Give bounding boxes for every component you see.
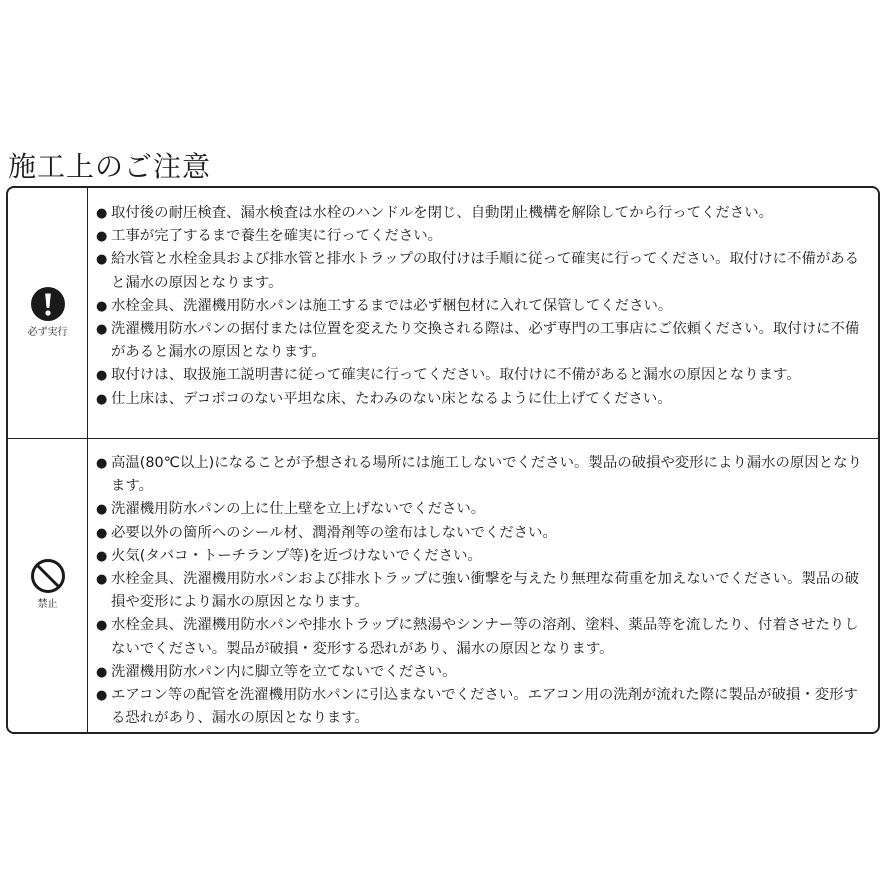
bullet: ● [96, 664, 108, 680]
bullet: ● [96, 229, 108, 245]
item-text: 高温(80℃以上)になることが予想される場所には施工しないでください。製品の破損や変形により漏水の原因となります。 [111, 455, 862, 495]
bullet: ● [96, 456, 108, 471]
item-text: 水栓金具、洗濯機用防水パンは施工するまでは必ず梱包材に入れて保管してください。 [111, 297, 673, 314]
item-text: 給水管と水栓金具および排水管と排水トラップの取付けは手順に従って確実に行ってください。取付けに不備があると漏水の原因となります。 [111, 251, 860, 291]
bullet: ● [96, 548, 108, 564]
list-item [96, 684, 878, 730]
item-text: 洗濯機用防水パンの据付または位置を変えたり交換される際は、必ず専門の工事店にご依頼ください。取付けに不備があると漏水の原因となります。 [111, 321, 860, 361]
item-text: 洗濯機用防水パンの上に仕上壁を立上げないでください。 [111, 501, 486, 518]
prohibited-section [8, 438, 878, 732]
list-item [96, 202, 878, 225]
bullet: ● [96, 688, 108, 704]
bullet: ● [96, 298, 108, 314]
bullet: ● [96, 618, 108, 634]
item-text: 取付けは、取扱施工説明書に従って確実に行ってください。取付けに不備があると漏水の原因となります。 [111, 367, 801, 384]
list-item [96, 295, 878, 318]
page-title: 施工上のご注意 [8, 150, 212, 183]
item-text: 取付後の耐圧検査、漏水検査は水栓のハンドルを閉じ、自動閉止機構を解除してから行ってください。 [111, 205, 773, 221]
mandatory-section [8, 188, 878, 439]
item-text: エアコン等の配管を洗濯機用防水パンに引込まないでください。エアコン用の洗剤が流れた際に製品が破損・変形する恐れがあり、漏水の原因となります。 [111, 687, 858, 727]
list-item [96, 452, 878, 498]
mandatory-icon-cell [8, 188, 88, 438]
item-text: 水栓金具、洗濯機用防水パンや排水トラップに熱湯やシンナー等の溶剤、塗料、薬品等を流したり、付着させたりしないでください。製品が破損・変形する恐れがあり、漏水の原因となります。 [111, 617, 859, 657]
notice-box [6, 186, 880, 734]
bullet: ● [96, 206, 108, 221]
list-item [96, 498, 878, 521]
item-text: 火気(タバコ・トーチランプ等)を近づけないでください。 [111, 547, 482, 564]
list-item [96, 318, 878, 364]
exclamation-circle-icon [30, 286, 66, 322]
bullet: ● [96, 252, 108, 268]
list-item [96, 545, 878, 568]
prohibition-icon [30, 558, 66, 594]
bullet: ● [96, 322, 108, 338]
list-item [96, 225, 878, 248]
list-item [96, 364, 878, 387]
item-text: 水栓金具、洗濯機用防水パンおよび排水トラップに強い衝撃を与えたり無理な荷重を加えないでください。製品の破損や変形により漏水の原因となります。 [111, 571, 860, 611]
item-text: 工事が完了するまで養生を確実に行ってください。 [111, 228, 442, 245]
list-item [96, 522, 878, 545]
list-item [96, 661, 878, 684]
list-item [96, 614, 878, 660]
prohibited-icon-cell [8, 438, 88, 732]
list-item [96, 388, 878, 411]
mandatory-items [88, 188, 878, 438]
bullet: ● [96, 525, 108, 541]
list-item [96, 248, 878, 294]
bullet: ● [96, 572, 108, 588]
prohibited-label: 禁止 [37, 599, 58, 610]
mandatory-label: 必ず実行 [27, 327, 68, 338]
item-text: 仕上床は、デコボコのない平坦な床、たわみのない床となるように仕上げてください。 [111, 390, 672, 407]
list-item [96, 568, 878, 614]
bullet: ● [96, 391, 108, 407]
item-text: 洗濯機用防水パン内に脚立等を立てないでください。 [111, 663, 457, 680]
bullet: ● [96, 502, 108, 518]
bullet: ● [96, 368, 108, 384]
item-text: 必要以外の箇所へのシール材、潤滑剤等の塗布はしないでください。 [111, 524, 557, 541]
prohibited-items [88, 438, 878, 732]
